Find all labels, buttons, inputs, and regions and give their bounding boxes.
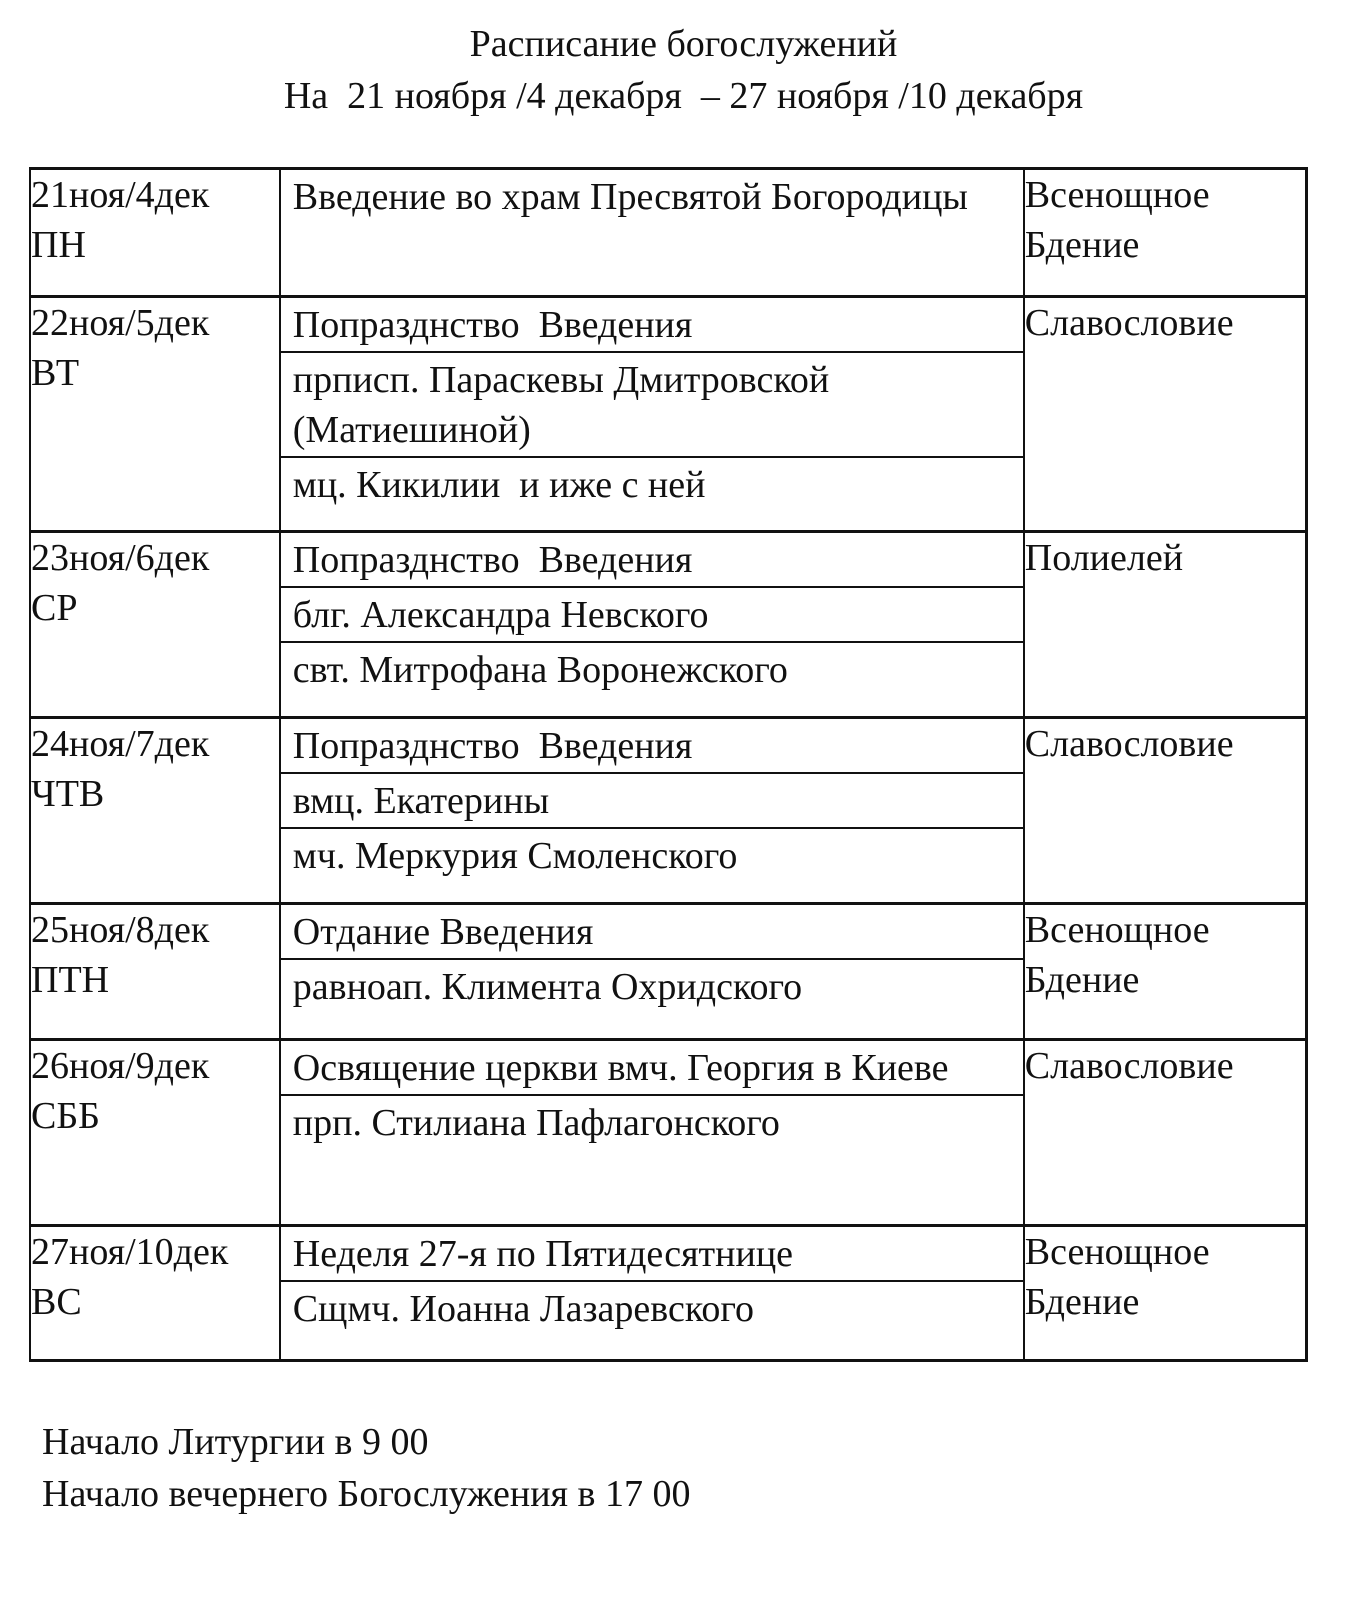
service-type: Полиелей <box>1024 537 1184 579</box>
day-date: 23ноя/6дек <box>31 537 210 579</box>
service-cell <box>1024 1226 1307 1361</box>
service-type: Славословие <box>1024 302 1234 344</box>
liturgy-start-note: Начало Литургии в 9 00 <box>42 1421 429 1463</box>
day-date: 21ноя/4дек <box>31 174 210 216</box>
date-cell <box>30 1040 280 1226</box>
date-cell <box>30 532 280 718</box>
commemoration-entry: Сщмч. Иоанна Лазаревского <box>292 1288 755 1330</box>
commemorations-cell <box>280 904 1024 1040</box>
commemoration-entry: Неделя 27-я по Пятидесятнице <box>281 1227 1023 1282</box>
schedule-row <box>30 297 1307 532</box>
commemoration-entry: Попразднство Введения <box>281 719 1023 774</box>
page-title: Расписание богослужений <box>469 23 898 65</box>
commemoration-entry: Отдание Введения <box>281 905 1023 960</box>
commemorations-cell <box>280 718 1024 904</box>
service-cell <box>1024 1040 1307 1226</box>
day-date: 24ноя/7дек <box>31 723 210 765</box>
commemorations-cell <box>280 1226 1024 1361</box>
page-header <box>0 18 1367 122</box>
day-date: 26ноя/9дек <box>31 1045 210 1087</box>
service-type: Всенощное Бдение <box>1024 909 1220 1001</box>
commemoration-entry: Освящение церкви вмч. Георгия в Киеве <box>281 1041 1023 1096</box>
schedule-body <box>30 169 1307 1361</box>
commemoration-entry: свт. Митрофана Воронежского <box>292 649 788 691</box>
day-weekday: ВС <box>31 1281 82 1323</box>
day-weekday: СББ <box>31 1095 100 1137</box>
commemoration-entry: Попразднство Введения <box>281 298 1023 353</box>
commemoration-entry: вмц. Екатерины <box>281 774 1023 829</box>
schedule-row <box>30 532 1307 718</box>
commemorations-cell <box>280 297 1024 532</box>
day-weekday: СР <box>31 587 78 629</box>
commemoration-entry: Попразднство Введения <box>281 533 1023 588</box>
commemoration-entry: мч. Меркурия Смоленского <box>292 835 738 877</box>
schedule-table <box>29 167 1308 1362</box>
commemoration-entry: мц. Кикилии и иже с ней <box>292 464 706 506</box>
service-cell <box>1024 169 1307 297</box>
service-type: Славословие <box>1024 1045 1234 1087</box>
service-type: Славословие <box>1024 723 1234 765</box>
commemoration-entry: прписп. Параскевы Дмитровской (Матиешиной) <box>281 353 1023 458</box>
day-date: 25ноя/8дек <box>31 909 210 951</box>
schedule-row <box>30 1226 1307 1361</box>
service-cell <box>1024 297 1307 532</box>
date-cell <box>30 1226 280 1361</box>
schedule-row <box>30 718 1307 904</box>
day-date: 27ноя/10дек <box>31 1231 229 1273</box>
commemoration-entry: равноап. Климента Охридского <box>292 966 803 1008</box>
service-cell <box>1024 718 1307 904</box>
service-type: Всенощное Бдение <box>1024 174 1220 266</box>
commemorations-cell <box>280 169 1024 297</box>
service-cell <box>1024 904 1307 1040</box>
service-type: Всенощное Бдение <box>1024 1231 1220 1323</box>
page-subtitle: На 21 ноября /4 декабря – 27 ноября /10 декабря <box>283 75 1084 117</box>
service-cell <box>1024 532 1307 718</box>
day-weekday: ЧТВ <box>31 773 105 815</box>
schedule-row <box>30 904 1307 1040</box>
day-date: 22ноя/5дек <box>31 302 210 344</box>
date-cell <box>30 904 280 1040</box>
day-weekday: ВТ <box>31 352 80 394</box>
day-weekday: ПТН <box>31 959 110 1001</box>
commemoration-entry: Введение во храм Пресвятой Богородицы <box>292 176 968 218</box>
footer-notes <box>42 1416 690 1520</box>
schedule-row <box>30 1040 1307 1226</box>
schedule-row <box>30 169 1307 297</box>
date-cell <box>30 718 280 904</box>
evening-service-start-note: Начало вечернего Богослужения в 17 00 <box>42 1473 691 1515</box>
commemorations-cell <box>280 1040 1024 1226</box>
date-cell <box>30 169 280 297</box>
commemoration-entry: прп. Стилиана Пафлагонского <box>292 1102 780 1144</box>
date-cell <box>30 297 280 532</box>
day-weekday: ПН <box>31 224 86 266</box>
commemorations-cell <box>280 532 1024 718</box>
commemoration-entry: блг. Александра Невского <box>281 588 1023 643</box>
